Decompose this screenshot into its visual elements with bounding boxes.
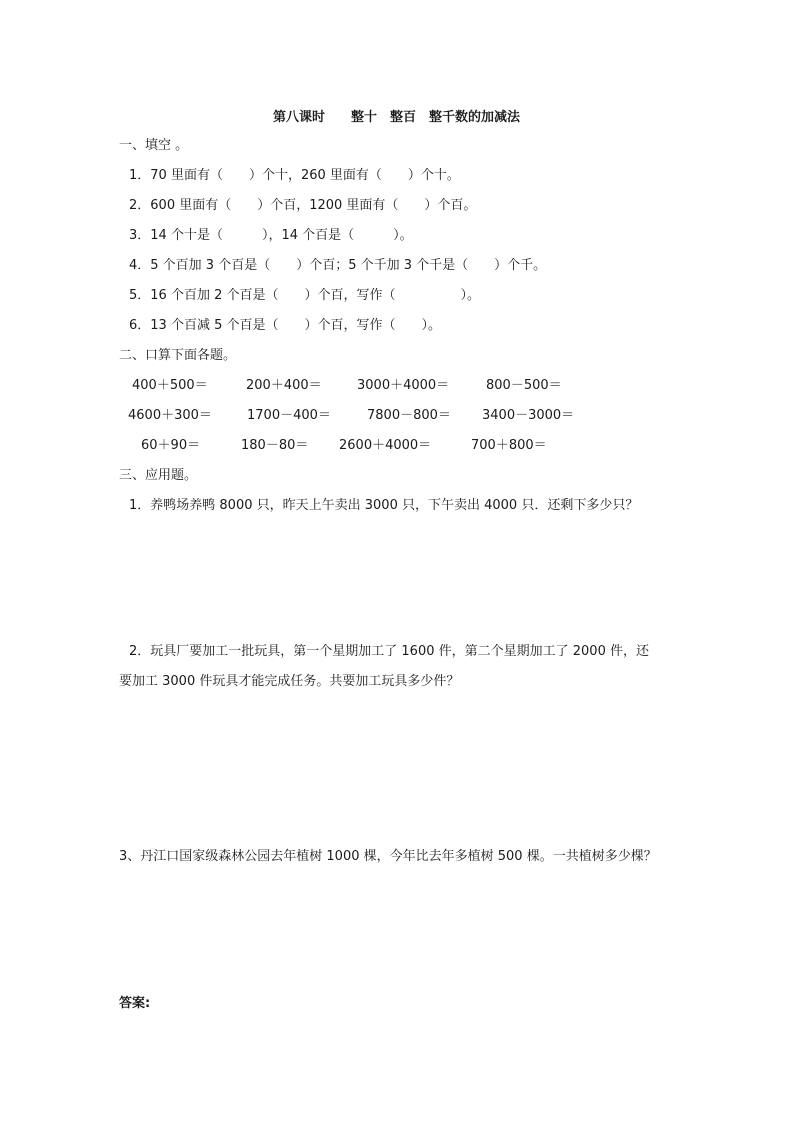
word-problem-2-line-1: 2．玩具厂要加工一批玩具，第一个星期加工了 1600 件，第二个星期加工了 2000 件，还: [129, 644, 649, 659]
word-problem-1: 1．养鸭场养鸭 8000 只，昨天上午卖出 3000 只，下午卖出 4000 只．还剩下多少只？: [129, 498, 639, 513]
fill-blank-item-6: 6．13 个百减 5 个百是（ ）个百，写作（ ）。: [129, 318, 441, 333]
calc-problem: 1700－400＝: [247, 408, 331, 423]
calc-problem: 7800－800＝: [367, 408, 451, 423]
calc-problem: 180－80＝: [241, 438, 309, 453]
word-problem-2-line-2: 要加工 3000 件玩具才能完成任务。共要加工玩具多少件？: [119, 674, 460, 689]
fill-blank-item-4: 4．5 个百加 3 个百是（ ）个百；5 个千加 3 个千是（ ）个千。: [129, 258, 547, 273]
calc-problem: 60＋90＝: [141, 438, 201, 453]
calc-problem: 3400－3000＝: [482, 408, 575, 423]
fill-blank-item-5: 5．16 个百加 2 个百是（ ）个百，写作（ ）。: [129, 288, 480, 303]
word-problem-3: 3、丹江口国家级森林公园去年植树 1000 棵，今年比去年多植树 500 棵。一共植树多少棵？: [119, 849, 657, 864]
section-word-problems-heading: 三、应用题。: [119, 468, 198, 483]
answer-label: 答案:: [119, 996, 151, 1011]
calc-problem: 4600＋300＝: [128, 408, 212, 423]
calc-problem: 700＋800＝: [471, 438, 547, 453]
section-fill-blank-heading: 一、填空 。: [119, 138, 189, 153]
fill-blank-item-2: 2．600 里面有（ ）个百，1200 里面有（ ）个百。: [129, 198, 477, 213]
calc-problem: 400＋500＝: [132, 378, 208, 393]
fill-blank-item-1: 1．70 里面有（ ）个十，260 里面有（ ）个十。: [129, 168, 460, 183]
calc-problem: 3000＋4000＝: [357, 378, 450, 393]
calc-problem: 2600＋4000＝: [339, 438, 432, 453]
section-mental-math-heading: 二、口算下面各题。: [119, 348, 237, 363]
page-title: 第八课时 整十 整百 整千数的加减法: [272, 110, 520, 125]
fill-blank-item-3: 3．14 个十是（ ），14 个百是（ ）。: [129, 228, 413, 243]
calc-problem: 800－500＝: [486, 378, 562, 393]
calc-problem: 200＋400＝: [246, 378, 322, 393]
